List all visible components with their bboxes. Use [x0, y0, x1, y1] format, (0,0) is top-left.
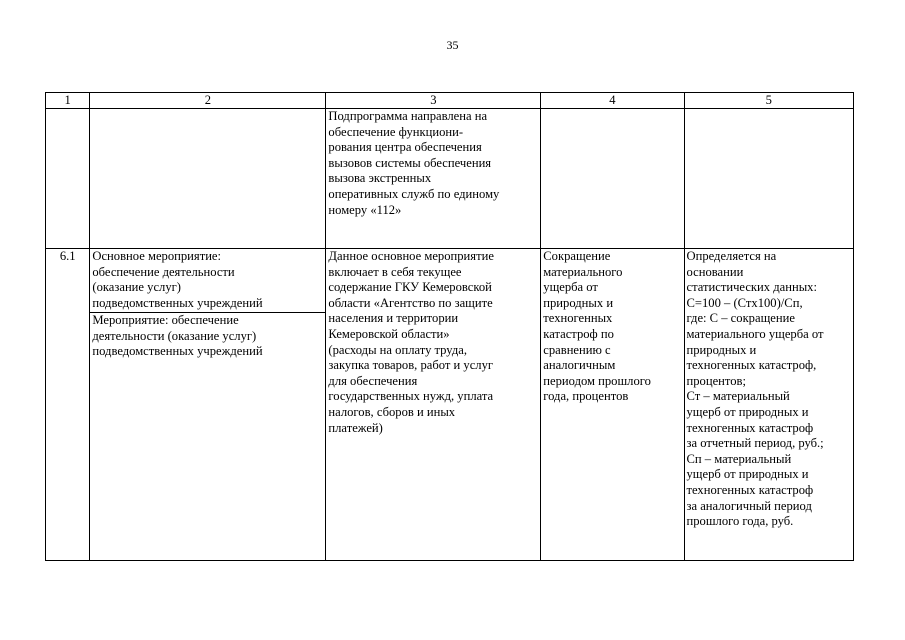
intro-col-2 — [90, 109, 326, 249]
table-header-row — [46, 93, 854, 109]
indicator-text: Сокращение материального ущерба от природных и техногенных катастроф по сравнению с аналогичным периодом прошлого года, процентов — [541, 249, 684, 561]
header-col-1: 1 — [46, 93, 90, 109]
row-number: 6.1 — [46, 249, 90, 561]
page-number: 35 — [446, 38, 459, 52]
header-col-2: 2 — [90, 93, 326, 109]
subprogram-description: Подпрограмма направлена на обеспечение функциони- рования центра обеспечения вызовов системы обеспечения вызова экстренных оперативных служб по единому номеру «112» — [326, 109, 541, 249]
sub-event-text: Мероприятие: обеспечение деятельности (оказание услуг) подведомственных учреждений — [90, 312, 325, 360]
intro-col-4 — [541, 109, 684, 249]
header-col-4: 4 — [541, 93, 684, 109]
table-row-intro — [46, 109, 854, 249]
intro-col-1 — [46, 109, 90, 249]
table-row-6-1 — [46, 249, 854, 561]
header-col-5: 5 — [684, 93, 854, 109]
main-event-text: Основное мероприятие: обеспечение деятельности (оказание услуг) подведомственных учреждений — [92, 249, 263, 310]
event-cell — [90, 249, 326, 561]
header-col-3: 3 — [326, 93, 541, 109]
program-table — [45, 92, 854, 561]
event-description: Данное основное мероприятие включает в себя текущее содержание ГКУ Кемеровской области «Агентство по защите населения и территории Кемеровской области» (расходы на оплату труда, закупка товаров, работ и услуг для обеспечения государственных нужд, уплата налогов, сборов и иных платежей) — [326, 249, 541, 561]
calculation-method: Определяется на основании статистических данных: С=100 – (Стх100)/Сп, где: С – сокращение материального ущерба от природных и техногенных катастроф, процентов; Ст – материальный ущерб от природных и техногенных катастроф за отчетный период, руб.; Сп – материальный ущерб от природных и техногенных катастроф за аналогичный период прошлого года, руб. — [684, 249, 854, 561]
intro-col-5 — [684, 109, 854, 249]
